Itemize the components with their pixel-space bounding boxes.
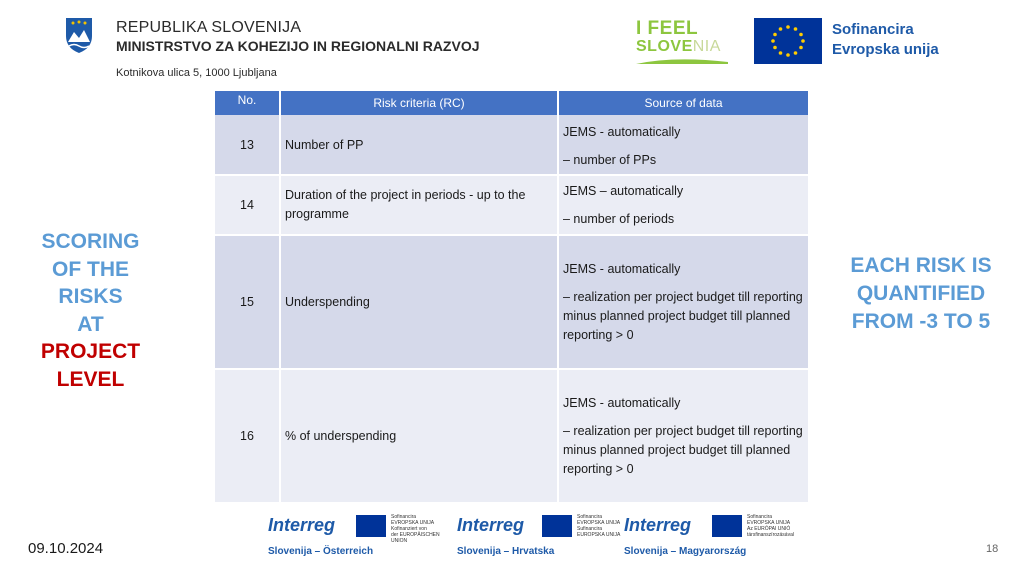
scoring-title-highlight: PROJECT xyxy=(40,340,141,364)
programme-region: Slovenija – Magyarország xyxy=(624,546,747,557)
interreg-wordmark: Interreg xyxy=(624,515,692,535)
table-row xyxy=(215,369,809,503)
eu-flag-icon xyxy=(356,515,386,537)
leaf-swoosh-icon xyxy=(634,56,730,66)
risk-criterion: Number of PP xyxy=(280,115,558,175)
programme-region: Slovenija – Hrvatska xyxy=(457,546,555,557)
risk-note-line: EACH RISK IS xyxy=(850,254,992,277)
risk-note-line: QUANTIFIED xyxy=(856,282,986,305)
programme-region: Slovenija – Österreich xyxy=(268,546,374,557)
row-number: 15 xyxy=(215,235,280,369)
interreg-logo-slovenia-austria xyxy=(268,512,448,562)
column-header-risk-criteria: Risk criteria (RC) xyxy=(280,91,558,115)
presentation-date: 09.10.2024 xyxy=(28,540,104,557)
table-header-row xyxy=(215,91,809,115)
ministry-name-line1: REPUBLIKA SLOVENIJA xyxy=(116,19,302,36)
slovenia-coat-of-arms-icon xyxy=(64,16,94,54)
scoring-title-line: SCORING xyxy=(41,230,140,253)
interreg-wordmark: Interreg xyxy=(457,515,525,535)
table-row xyxy=(215,115,809,175)
scoring-title xyxy=(18,228,163,394)
i-feel-slovenia-line2: SLOVENIA xyxy=(636,38,721,55)
scoring-title-line: LEVEL xyxy=(56,367,125,391)
data-source xyxy=(558,175,809,235)
data-source-detail: – realization per project budget till reporting minus planned project budget till planned reporting > 0 xyxy=(563,424,803,476)
cofinance-note: Sofinancira EVROPSKA UNIJA Sufinancira EUROPSKA UNIJA xyxy=(577,514,621,538)
page-number: 18 xyxy=(986,543,999,555)
row-number: 14 xyxy=(215,175,280,235)
scoring-title-line: AT xyxy=(77,312,104,336)
eu-flag-icon xyxy=(542,515,572,537)
interreg-logo-slovenia-croatia xyxy=(457,512,622,562)
eu-cofinance-line1: Sofinancira xyxy=(832,21,914,38)
scoring-title-line: OF THE xyxy=(52,257,129,281)
eu-cofinance-line2: Evropska unija xyxy=(832,41,939,58)
cofinance-note: Sofinancira EVROPSKA UNIJA Kofinanziert von der EUROPÄISCHEN UNION xyxy=(391,514,440,544)
data-source-detail: – number of periods xyxy=(563,212,675,226)
data-source-system: JEMS – automatically xyxy=(563,184,684,198)
interreg-wordmark: Interreg xyxy=(268,515,336,535)
scoring-title-line: RISKS xyxy=(58,285,123,309)
data-source xyxy=(558,369,809,503)
data-source-system: JEMS - automatically xyxy=(563,262,681,276)
eu-flag-icon xyxy=(712,515,742,537)
risk-criterion: Underspending xyxy=(280,235,558,369)
i-feel-slovenia-logo xyxy=(634,18,730,66)
data-source-detail: – realization per project budget till reporting minus planned project budget till planned reporting > 0 xyxy=(563,290,803,342)
data-source xyxy=(558,235,809,369)
column-header-no: No. xyxy=(215,91,280,115)
eu-flag-icon xyxy=(754,18,822,64)
i-feel-slovenia-line1: I FEEL xyxy=(636,18,699,39)
column-header-source: Source of data xyxy=(558,91,809,115)
risk-criterion: Duration of the project in periods - up to the programme xyxy=(280,175,558,235)
risk-criterion: % of underspending xyxy=(280,369,558,503)
row-number: 13 xyxy=(215,115,280,175)
table-row xyxy=(215,175,809,235)
table-row xyxy=(215,235,809,369)
data-source xyxy=(558,115,809,175)
data-source-detail: – number of PPs xyxy=(563,153,657,167)
risk-quantification-note xyxy=(838,252,1004,336)
cofinance-note: Sofinancira EVROPSKA UNIJA Az EURÓPAI UNIÓ társfinanszírozásával xyxy=(747,514,794,538)
row-number: 16 xyxy=(215,369,280,503)
data-source-system: JEMS - automatically xyxy=(563,125,681,139)
data-source-system: JEMS - automatically xyxy=(563,396,681,410)
interreg-logo-slovenia-hungary xyxy=(624,512,814,562)
ministry-address: Kotnikova ulica 5, 1000 Ljubljana xyxy=(116,67,277,79)
risk-criteria-table xyxy=(215,91,810,504)
ministry-name-line2: MINISTRSTVO ZA KOHEZIJO IN REGIONALNI RAZVOJ xyxy=(116,38,480,54)
risk-note-line: FROM -3 TO 5 xyxy=(851,310,991,333)
